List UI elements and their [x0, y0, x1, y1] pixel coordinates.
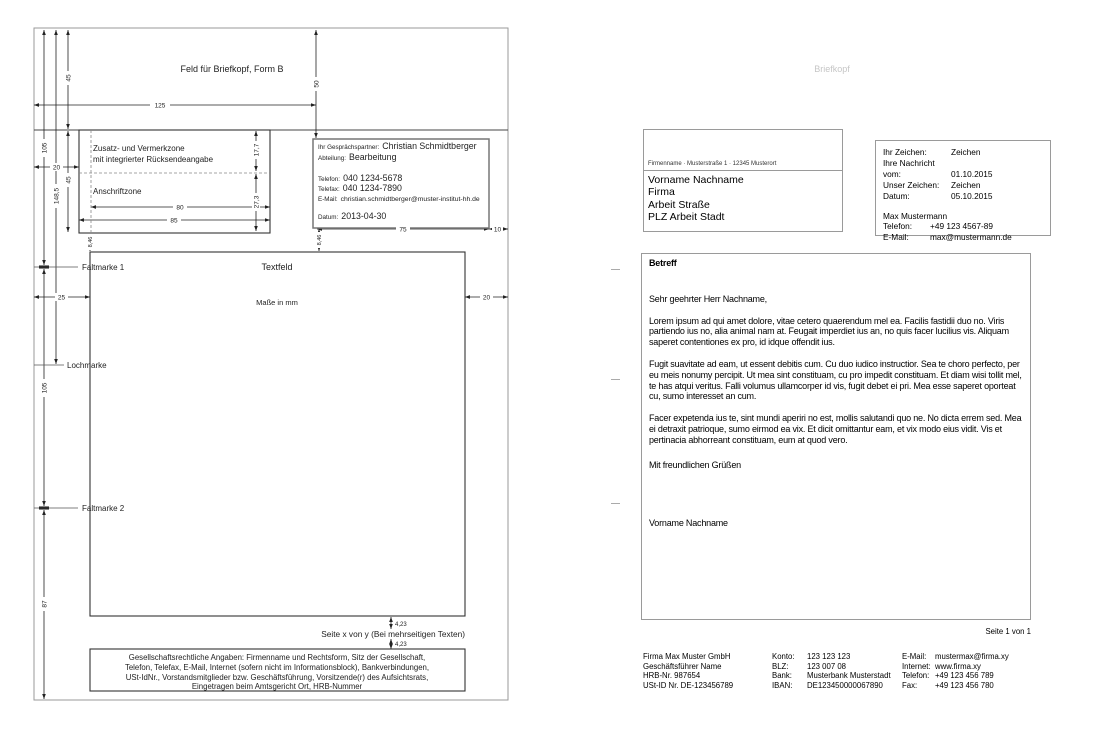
info-row-label: Ihre Nachricht vom:	[883, 157, 935, 179]
info-row	[883, 191, 1050, 202]
punch-mark	[611, 379, 620, 380]
footer-row-label: Fax:	[902, 680, 918, 690]
dim-label-87	[40, 597, 49, 611]
closing-phrase: Mit freundlichen Grüßen	[649, 459, 741, 470]
dim-label-80	[173, 203, 187, 212]
svg-text:105: 105	[41, 382, 49, 394]
info-row	[883, 158, 1050, 180]
dim-label-846-left	[87, 234, 95, 250]
footer-row	[772, 652, 917, 662]
info-row-value: 05.10.2015	[951, 190, 993, 201]
svg-text:50: 50	[313, 80, 321, 88]
faltmarke2-label: Faltmarke 2	[82, 504, 125, 513]
svg-text:25: 25	[57, 294, 66, 302]
svg-text:75: 75	[399, 226, 407, 234]
anschrift-zone-label: Anschriftzone	[93, 187, 142, 196]
footer-line: Firma Max Muster GmbH	[643, 652, 731, 661]
page-indicator: Seite 1 von 1	[985, 627, 1031, 636]
dim-label-105-top	[40, 139, 49, 157]
svg-text:8,46: 8,46	[88, 236, 94, 248]
letter-body-box	[641, 253, 1031, 620]
svg-text:17,7: 17,7	[253, 143, 261, 157]
letterhead-placeholder-label: Briefkopf	[814, 64, 850, 74]
masse-in-mm-label: Maße in mm	[256, 298, 298, 307]
contact-person-name: Max Mustermann	[883, 210, 948, 221]
svg-text:45: 45	[65, 74, 73, 82]
footer-company-column	[643, 652, 768, 690]
footer-row-value: DE123450000067890	[807, 680, 883, 690]
svg-text:85: 85	[170, 217, 178, 225]
dim-label-20-right	[480, 293, 493, 302]
info-row-value: 01.10.2015	[951, 168, 993, 179]
footer-bank-column	[772, 652, 917, 690]
footer-row-value: 123 007 08	[807, 661, 847, 671]
svg-text:45: 45	[65, 176, 73, 184]
footer-row-label: Telefon:	[902, 671, 930, 681]
textfeld-label: Textfeld	[261, 262, 293, 272]
recipient-address	[648, 174, 744, 224]
dim-label-50	[312, 77, 321, 91]
body-paragraph-1: Lorem ipsum ad qui amet dolore, vitae cetero quaerendum mel ea. Facilis fastidii duo no. Viris partiendo ius no, alia animal nam at. Feugait imperdiet ius an, no quis facer lucilius vis. Aliquam saperet contentiones ex pro, id idque offendit ius.	[649, 315, 1009, 348]
info-row-value: Zeichen	[951, 179, 981, 190]
info-row-value: max@mustermann.de	[930, 232, 1012, 243]
footer-contact-column	[902, 652, 1037, 690]
footer-row-value: Musterbank Musterstadt	[807, 671, 891, 681]
info-row	[883, 180, 1050, 191]
dim-label-846-right	[316, 232, 324, 248]
info-row	[883, 221, 1050, 232]
footer-row	[772, 671, 917, 681]
footer-row-label: Internet:	[902, 661, 931, 671]
information-block	[875, 140, 1051, 243]
svg-text:87: 87	[41, 600, 49, 608]
fold-mark-2	[611, 503, 620, 504]
company-footer-line1: Gesellschaftsrechtliche Angaben: Firmenname und Rechtsform, Sitz der Gesellschaft,	[128, 653, 426, 662]
footer-row-label: BLZ:	[772, 661, 789, 671]
footer-row	[902, 671, 1037, 681]
lochmarke-label: Lochmarke	[67, 361, 107, 370]
infoblock-department-line: Abteilung: Bearbeitung	[318, 152, 397, 162]
dim-label-125	[150, 101, 170, 110]
svg-text:20: 20	[482, 294, 491, 302]
svg-text:148,5: 148,5	[53, 187, 61, 205]
footer-row-value: 123 123 123	[807, 652, 851, 661]
dim-label-423-b: 4,23	[395, 642, 407, 648]
footer-line: Geschäftsführer Name	[643, 661, 722, 671]
infoblock-email-line: E-Mail: christian.schmidtberger@muster-institut-hh.de	[318, 196, 480, 203]
dim-label-1485	[52, 184, 61, 208]
svg-text:125: 125	[154, 102, 166, 110]
svg-text:8,46: 8,46	[317, 234, 323, 246]
signature-name: Vorname Nachname	[649, 518, 728, 529]
info-row-value: Zeichen	[951, 147, 981, 157]
dim-label-75	[396, 225, 410, 234]
faltmarke1-label: Faltmarke 1	[82, 263, 125, 272]
dim-label-85	[167, 216, 181, 225]
zusatz-zone-label-line1: Zusatz- und Vermerkzone	[93, 144, 185, 153]
salutation: Sehr geehrter Herr Nachname,	[649, 293, 767, 304]
footer-row-value: www.firma.xy	[935, 661, 981, 671]
info-row-label: E-Mail:	[883, 232, 909, 243]
dim-label-20-left	[50, 163, 63, 172]
footer-row	[902, 662, 1037, 672]
footer-row-value: +49 123 456 780	[935, 680, 994, 690]
recipient-company: Firma	[648, 186, 675, 199]
dim-label-25	[55, 293, 68, 302]
svg-text:80: 80	[176, 204, 184, 212]
footer-row-value: mustermax@firma.xy	[935, 652, 1009, 661]
seite-x-von-y-note: Seite x von y (Bei mehrseitigen Texten)	[321, 629, 465, 639]
recipient-city: PLZ Arbeit Stadt	[648, 211, 725, 224]
body-paragraph-3: Facer expetenda ius te, sint mundi aperiri no est, mollis salutandi quo ne. No dicta errem sed. Mea ei detraxit patrioque, sumo eirmod ea vix. Et dicit omittantur eam, et vix modo eius vidit. Vis et pertinacia abhorreant constituam, eum at quod vero.	[649, 413, 1022, 445]
subject-line: Betreff	[649, 258, 677, 268]
info-row-label: Unser Zeichen:	[883, 179, 940, 190]
info-row	[883, 232, 1050, 243]
infoblock-contact-line: Ihr Gesprächspartner: Christian Schmidtberger	[318, 141, 477, 151]
footer-row-label: Konto:	[772, 652, 795, 661]
dim-label-10	[492, 225, 503, 234]
company-footer-line3: USt-IdNr., Vorstandsmitglieder bzw. Geschäftsführung, Vorsitzende(r) des Aufsichtsrats,	[125, 673, 429, 682]
address-window-box	[643, 129, 843, 232]
info-row-label: Telefon:	[883, 221, 913, 232]
dim-label-45-top	[64, 71, 73, 85]
svg-text:20: 20	[52, 164, 61, 172]
dim-label-423-a: 4,23	[395, 622, 407, 628]
footer-row	[772, 662, 917, 672]
footer-row-label: IBAN:	[772, 680, 793, 690]
footer-row	[772, 681, 917, 691]
footer-row-value: +49 123 456 789	[935, 671, 994, 681]
info-row-value: +49 123 4567-89	[930, 221, 993, 232]
company-footer-line2: Telefon, Telefax, E-Mail, Internet (sofern nicht im Informationsblock), Bankverbindungen,	[124, 663, 430, 672]
return-address-line: Firmenname · Musterstraße 1 · 12345 Musterort	[644, 130, 842, 171]
svg-text:27,3: 27,3	[253, 195, 261, 209]
dim-label-105-mid	[40, 379, 49, 397]
dim-label-177	[252, 141, 261, 159]
footer-row-label: E-Mail:	[902, 652, 927, 661]
fold-mark-1	[611, 269, 620, 270]
footer-row-label: Bank:	[772, 671, 792, 681]
info-row-label: Datum:	[883, 190, 910, 201]
footer-row	[902, 681, 1037, 691]
briefkopf-field-label: Feld für Briefkopf, Form B	[180, 64, 284, 74]
infoblock-phone-line: Telefon: 040 1234-5678	[318, 173, 403, 183]
body-paragraph-2: Fugit suavitate ad eam, ut essent debitis cum. Cu duo iudico instructior. Sea te choro perfecto, per eu meis nonumy percipit. Ut mea sint constituam, cu pro impedit constituam. Et diam wisi tollit mel, te has atqui veritus. Falli volumus ullamcorper id vis, fugit debet ei pri. Mea esse saperet oporteat cu, sumo interesset an cum.	[649, 358, 1022, 402]
footer-line: HRB-Nr. 987654	[643, 671, 701, 681]
recipient-street: Arbeit Straße	[648, 198, 710, 211]
dim-label-45-addr	[64, 173, 73, 187]
sample-letter	[560, 0, 1100, 731]
dim-label-273	[252, 193, 261, 211]
company-footer-line4: Eingetragen beim Amtsgericht Ort, HRB-Nummer	[191, 682, 363, 691]
recipient-name: Vorname Nachname	[648, 174, 744, 186]
infoblock-date-line: Datum: 2013-04-30	[318, 211, 387, 221]
svg-text:10: 10	[493, 226, 502, 234]
zusatz-zone-label-line2: mit integrierter Rücksendeangabe	[93, 155, 214, 164]
footer-line: USt-ID Nr. DE-123456789	[643, 680, 734, 690]
info-row-label: Ihr Zeichen:	[883, 147, 927, 157]
infoblock-fax-line: Telefax: 040 1234-7890	[318, 183, 402, 193]
svg-text:105: 105	[41, 142, 49, 154]
info-row	[883, 147, 1050, 158]
footer-row	[902, 652, 1037, 662]
